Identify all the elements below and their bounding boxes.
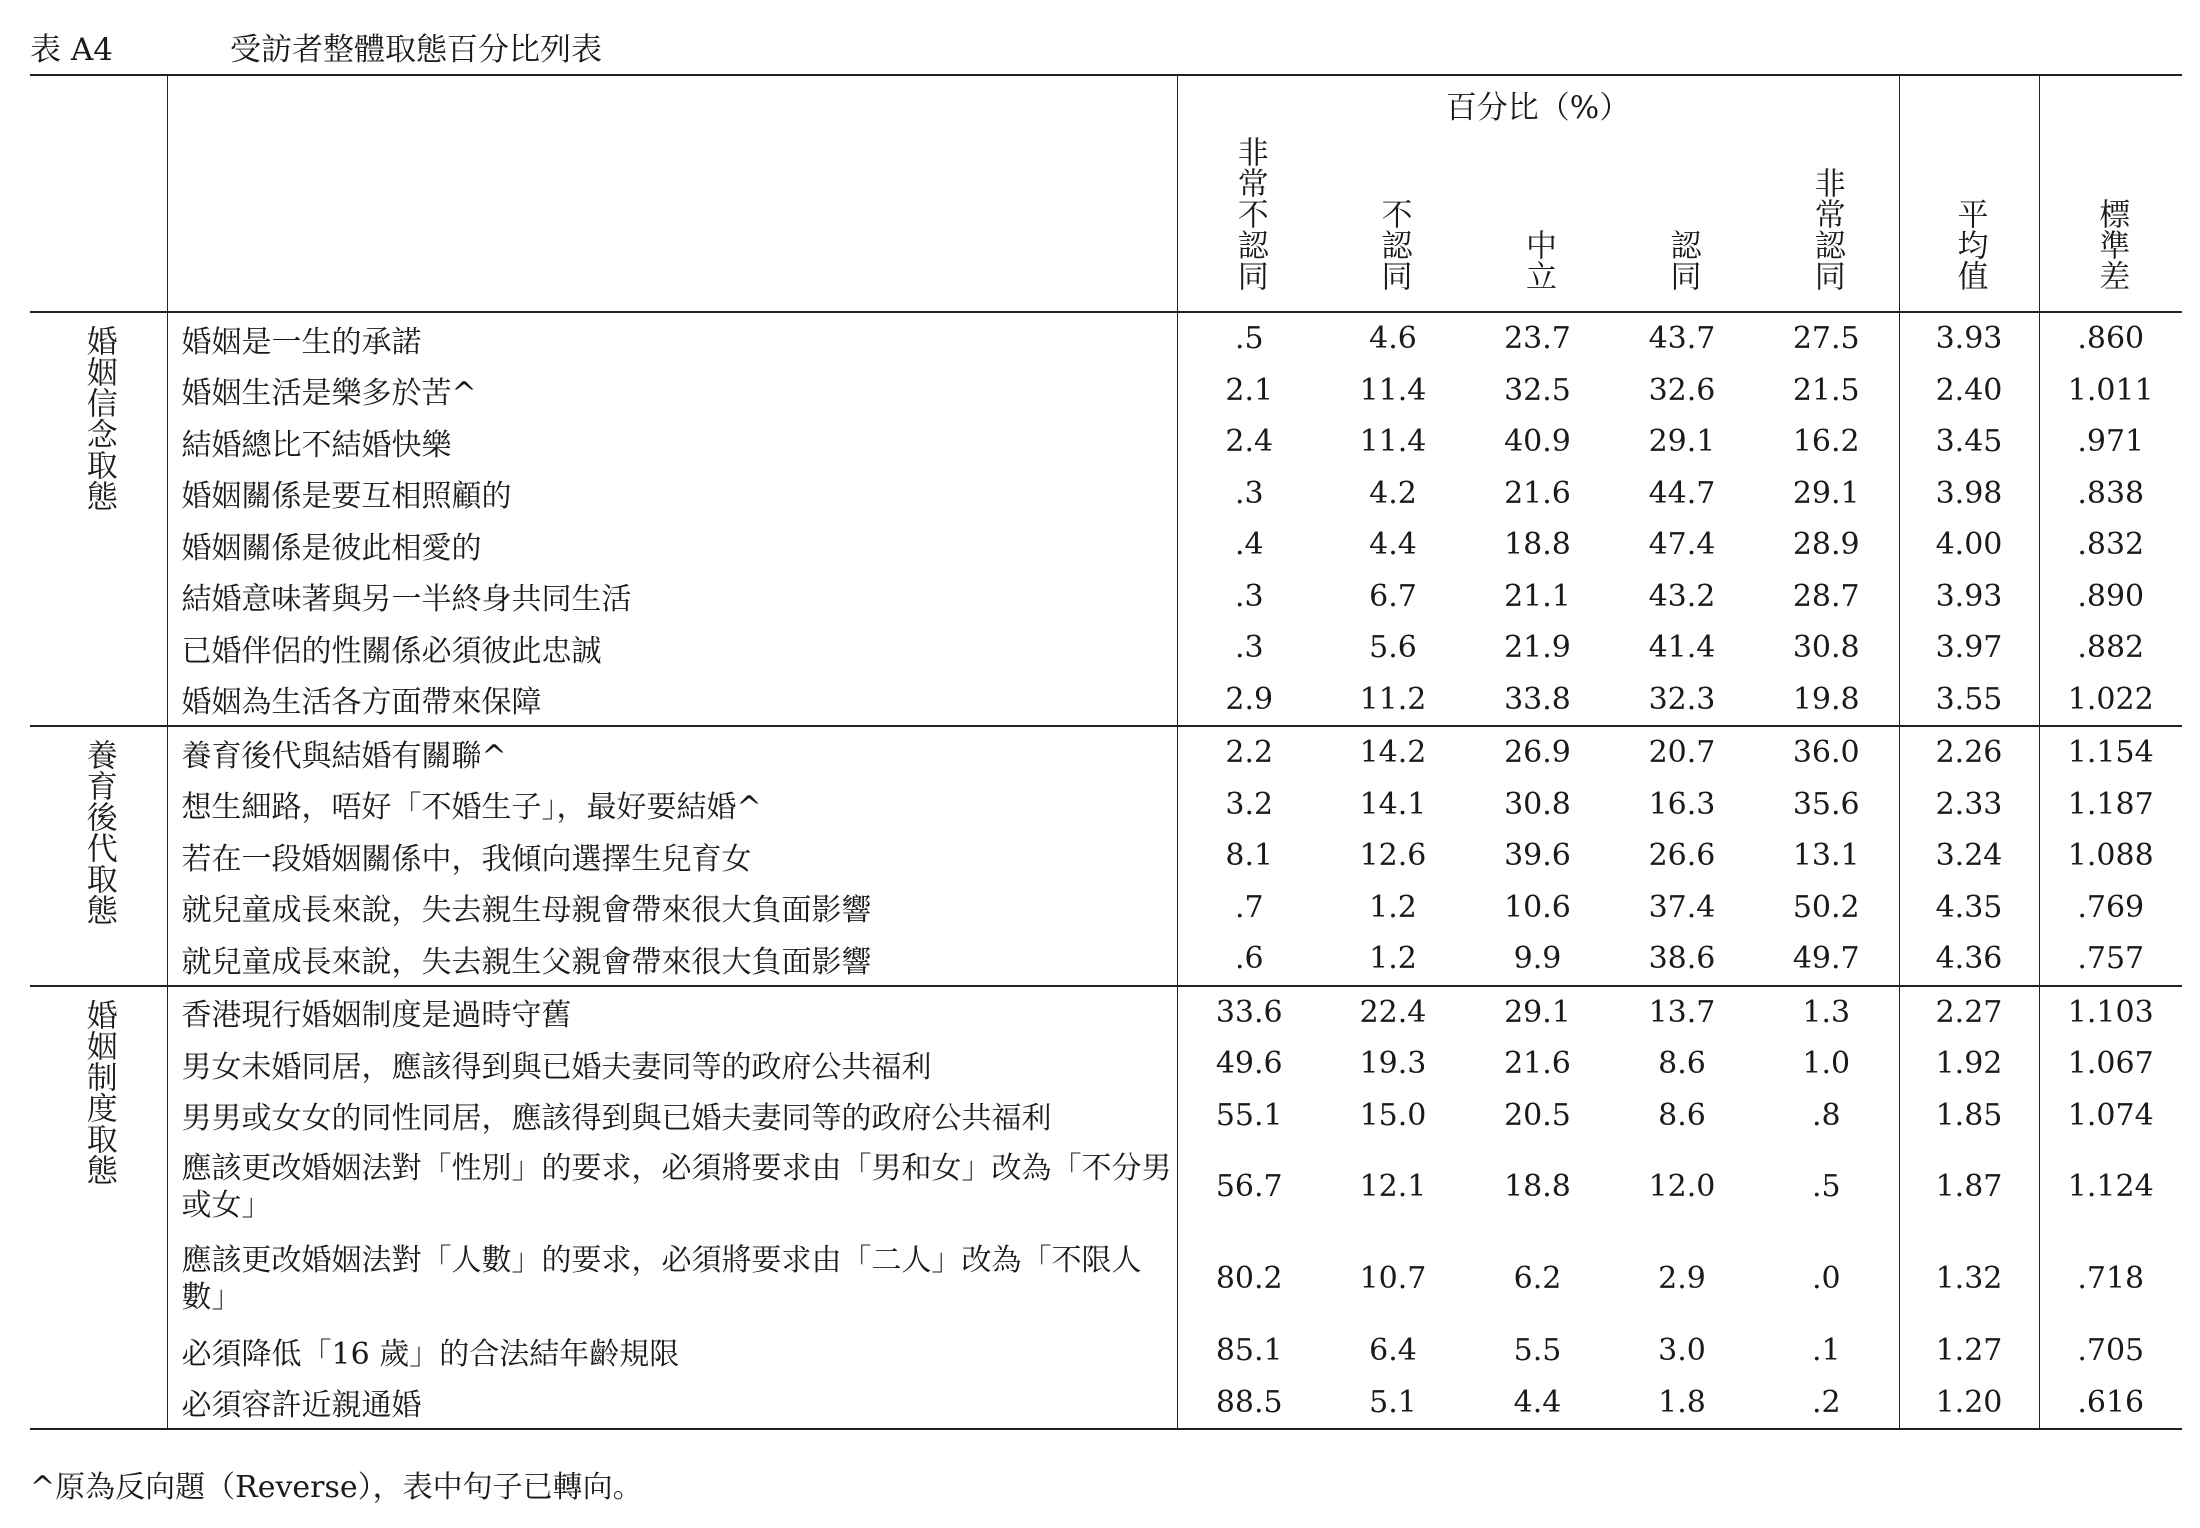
value-disagree: 5.6 [1369, 630, 1417, 666]
group-label: 養育後代取態 [80, 739, 117, 925]
value-strongly-disagree: 49.6 [1177, 1038, 1321, 1090]
value-disagree: 1.2 [1369, 889, 1417, 925]
table-row [30, 674, 2182, 727]
header-corner-group [30, 75, 167, 312]
value-agree: 37.4 [1648, 889, 1716, 925]
table-title: 受訪者整體取態百分比列表 [230, 32, 602, 68]
group-label-cell [30, 986, 167, 1430]
value-sd: 1.074 [2039, 1090, 2182, 1142]
item-text: 男男或女女的同性同居，應該得到與已婚夫妻同等的政府公共福利 [167, 1090, 1177, 1142]
value-strongly-agree: 28.7 [1792, 578, 1860, 614]
value-disagree: 19.3 [1359, 1046, 1427, 1082]
value-disagree: 22.4 [1321, 986, 1465, 1039]
item-text: 就兒童成長來說，失去親生父親會帶來很大負面影響 [167, 933, 1177, 986]
value-mean: 3.24 [1899, 830, 2039, 882]
col-header-sd: 標準差 [2039, 134, 2182, 312]
value-sd: 1.011 [2039, 365, 2182, 417]
value-agree: 41.4 [1648, 630, 1716, 666]
value-mean: 1.87 [1899, 1141, 2039, 1233]
value-strongly-disagree: .3 [1177, 571, 1321, 623]
item-text: 香港現行婚姻制度是過時守舊 [167, 986, 1177, 1039]
value-neutral: 39.6 [1504, 838, 1571, 874]
group-label: 婚姻信念取態 [80, 325, 117, 511]
value-mean: 4.35 [1899, 882, 2039, 934]
header-spacer-sd [2039, 75, 2182, 134]
value-neutral: 26.9 [1465, 726, 1610, 779]
value-mean: 3.98 [1899, 468, 2039, 520]
value-sd: 1.103 [2039, 986, 2182, 1039]
value-disagree: 14.2 [1321, 726, 1465, 779]
value-agree: 43.2 [1648, 578, 1716, 614]
group-label: 婚姻制度取態 [80, 998, 117, 1185]
value-disagree: 11.2 [1359, 681, 1427, 717]
value-strongly-agree: .2 [1754, 1377, 1899, 1430]
value-agree: 3.0 [1658, 1333, 1706, 1369]
header-corner-item [167, 75, 1177, 312]
table-row [30, 779, 2182, 831]
table-footnote: ^原為反向題（Reverse），表中句子已轉向。 [30, 1470, 643, 1505]
value-strongly-disagree: .3 [1177, 622, 1321, 674]
col-header-strongly-agree: 非常認同 [1808, 167, 1845, 291]
value-disagree: 10.7 [1359, 1261, 1427, 1297]
value-sd: .718 [2039, 1233, 2182, 1325]
value-neutral: 32.5 [1504, 372, 1571, 408]
value-strongly-agree: 19.8 [1792, 681, 1860, 717]
value-agree: 16.3 [1648, 786, 1716, 822]
value-agree: 47.4 [1648, 527, 1716, 563]
value-neutral: 21.6 [1504, 1046, 1571, 1082]
table-row [30, 882, 2182, 934]
table-row [30, 519, 2182, 571]
item-text: 若在一段婚姻關係中，我傾向選擇生兒育女 [167, 830, 1177, 882]
value-agree: 32.6 [1648, 372, 1716, 408]
value-strongly-agree: 16.2 [1792, 424, 1860, 460]
value-strongly-disagree: 56.7 [1177, 1141, 1321, 1233]
value-disagree: 5.1 [1321, 1377, 1465, 1430]
value-agree: 2.9 [1658, 1261, 1706, 1297]
value-strongly-disagree: 2.4 [1177, 416, 1321, 468]
table-row [30, 1233, 2182, 1325]
value-neutral: 18.8 [1504, 1169, 1571, 1205]
item-text: 婚姻關係是要互相照顧的 [167, 468, 1177, 520]
table-row [30, 1325, 2182, 1377]
value-mean: 2.27 [1899, 986, 2039, 1039]
table-row [30, 571, 2182, 623]
value-sd: 1.187 [2039, 779, 2182, 831]
value-mean: 3.97 [1899, 622, 2039, 674]
item-text: 就兒童成長來說，失去親生母親會帶來很大負面影響 [167, 882, 1177, 934]
value-agree: 20.7 [1610, 726, 1754, 779]
table-row [30, 365, 2182, 417]
value-strongly-agree: .8 [1811, 1097, 1841, 1133]
value-agree: 38.6 [1648, 941, 1716, 977]
value-strongly-disagree: .7 [1177, 882, 1321, 934]
value-mean: 1.92 [1899, 1038, 2039, 1090]
value-mean: 2.26 [1899, 726, 2039, 779]
percent-group-header: 百分比（%） [1177, 75, 1899, 134]
value-strongly-disagree: 85.1 [1177, 1325, 1321, 1377]
value-agree: 13.7 [1610, 986, 1754, 1039]
table-row [30, 830, 2182, 882]
item-text: 已婚伴侶的性關係必須彼此忠誠 [167, 622, 1177, 674]
item-text: 想生細路，唔好「不婚生子」，最好要結婚^ [167, 779, 1177, 831]
attitude-table-container [30, 74, 2182, 1430]
value-agree: 26.6 [1648, 838, 1716, 874]
table-row [30, 1038, 2182, 1090]
value-agree: 43.7 [1610, 312, 1754, 365]
value-neutral: 4.4 [1465, 1377, 1610, 1430]
table-row [30, 726, 2182, 779]
item-text: 男女未婚同居，應該得到與已婚夫妻同等的政府公共福利 [167, 1038, 1177, 1090]
item-text: 婚姻為生活各方面帶來保障 [167, 674, 1177, 727]
value-disagree: 4.4 [1369, 527, 1417, 563]
value-strongly-disagree: 88.5 [1177, 1377, 1321, 1430]
value-agree: 8.6 [1658, 1046, 1706, 1082]
value-strongly-disagree: 8.1 [1177, 830, 1321, 882]
value-disagree: 6.4 [1369, 1333, 1417, 1369]
item-text: 結婚總比不結婚快樂 [167, 416, 1177, 468]
table-row [30, 1090, 2182, 1142]
table-row [30, 312, 2182, 365]
item-text: 婚姻生活是樂多於苦^ [167, 365, 1177, 417]
item-text: 應該更改婚姻法對「性別」的要求，必須將要求由「男和女」改為「不分男或女」 [167, 1141, 1177, 1233]
value-strongly-agree: 27.5 [1754, 312, 1899, 365]
item-text: 必須降低「16 歲」的合法結年齡規限 [167, 1325, 1177, 1377]
value-sd: 1.088 [2039, 830, 2182, 882]
value-strongly-disagree: 33.6 [1177, 986, 1321, 1039]
value-agree: 32.3 [1648, 681, 1716, 717]
table-row [30, 1141, 2182, 1233]
value-sd: .705 [2039, 1325, 2182, 1377]
value-neutral: 33.8 [1504, 681, 1571, 717]
value-disagree: 12.1 [1359, 1169, 1427, 1205]
value-mean: 3.93 [1899, 312, 2039, 365]
value-strongly-agree: 36.0 [1754, 726, 1899, 779]
value-sd: .616 [2039, 1377, 2182, 1430]
value-neutral: 30.8 [1504, 786, 1571, 822]
value-agree: 44.7 [1648, 475, 1716, 511]
value-sd: .971 [2039, 416, 2182, 468]
value-sd: .769 [2039, 882, 2182, 934]
table-row [30, 622, 2182, 674]
value-sd: .757 [2039, 933, 2182, 986]
value-strongly-disagree: 2.1 [1177, 365, 1321, 417]
value-neutral: 6.2 [1513, 1261, 1562, 1297]
value-mean: 1.27 [1899, 1325, 2039, 1377]
col-header-disagree: 不認同 [1375, 198, 1412, 291]
value-strongly-agree: 28.9 [1792, 527, 1860, 563]
item-text: 結婚意味著與另一半終身共同生活 [167, 571, 1177, 623]
value-sd: .890 [2039, 571, 2182, 623]
value-strongly-disagree: 3.2 [1177, 779, 1321, 831]
value-agree: 1.8 [1610, 1377, 1754, 1430]
value-neutral: 23.7 [1465, 312, 1610, 365]
value-disagree: 11.4 [1359, 372, 1427, 408]
group-label-cell [30, 312, 167, 726]
value-sd: .860 [2039, 312, 2182, 365]
value-mean: 1.20 [1899, 1377, 2039, 1430]
value-neutral: 9.9 [1513, 941, 1562, 977]
value-strongly-disagree: 2.9 [1177, 674, 1321, 727]
value-strongly-disagree: .5 [1177, 312, 1321, 365]
value-strongly-disagree: 55.1 [1177, 1090, 1321, 1142]
value-disagree: 4.2 [1369, 475, 1417, 511]
value-mean: 2.40 [1899, 365, 2039, 417]
value-neutral: 5.5 [1513, 1333, 1562, 1369]
attitude-table [30, 74, 2182, 1430]
col-header-neutral: 中立 [1520, 229, 1556, 291]
value-strongly-agree: .5 [1811, 1169, 1841, 1205]
value-neutral: 18.8 [1504, 527, 1571, 563]
value-strongly-agree: 49.7 [1792, 941, 1860, 977]
value-sd: .882 [2039, 622, 2182, 674]
table-number: 表 A4 [30, 32, 113, 68]
item-text: 婚姻是一生的承諾 [167, 312, 1177, 365]
value-agree: 8.6 [1658, 1097, 1706, 1133]
value-strongly-agree: 29.1 [1792, 475, 1860, 511]
value-mean: 3.45 [1899, 416, 2039, 468]
value-disagree: 6.7 [1369, 578, 1417, 614]
value-neutral: 20.5 [1504, 1097, 1571, 1133]
col-header-agree: 認同 [1664, 229, 1701, 291]
value-mean: 4.00 [1899, 519, 2039, 571]
value-disagree: 12.6 [1359, 838, 1427, 874]
item-text: 應該更改婚姻法對「人數」的要求，必須將要求由「二人」改為「不限人數」 [167, 1233, 1177, 1325]
table-row [30, 416, 2182, 468]
value-mean: 2.33 [1899, 779, 2039, 831]
value-strongly-disagree: 80.2 [1177, 1233, 1321, 1325]
table-row [30, 1377, 2182, 1430]
value-mean: 1.32 [1899, 1233, 2039, 1325]
value-mean: 1.85 [1899, 1090, 2039, 1142]
value-strongly-disagree: 2.2 [1177, 726, 1321, 779]
value-neutral: 40.9 [1504, 424, 1571, 460]
value-neutral: 10.6 [1504, 889, 1571, 925]
value-strongly-agree: 35.6 [1792, 786, 1860, 822]
table-row [30, 468, 2182, 520]
value-disagree: 15.0 [1359, 1097, 1427, 1133]
value-strongly-disagree: .4 [1177, 519, 1321, 571]
value-strongly-agree: .1 [1811, 1333, 1841, 1369]
value-sd: 1.022 [2039, 674, 2182, 727]
value-mean: 4.36 [1899, 933, 2039, 986]
value-neutral: 21.6 [1504, 475, 1571, 511]
value-mean: 3.55 [1899, 674, 2039, 727]
value-sd: .832 [2039, 519, 2182, 571]
value-strongly-disagree: .3 [1177, 468, 1321, 520]
value-strongly-agree: 50.2 [1792, 889, 1860, 925]
header-spacer-mean [1899, 75, 2039, 134]
value-disagree: 14.1 [1359, 786, 1427, 822]
value-sd: 1.124 [2039, 1141, 2182, 1233]
value-agree: 29.1 [1648, 424, 1716, 460]
table-body [30, 312, 2182, 1429]
value-neutral: 21.9 [1504, 630, 1571, 666]
value-strongly-agree: 30.8 [1792, 630, 1860, 666]
table-row [30, 986, 2182, 1039]
value-strongly-agree: 1.0 [1802, 1046, 1851, 1082]
value-strongly-disagree: .6 [1177, 933, 1321, 986]
value-sd: 1.154 [2039, 726, 2182, 779]
value-strongly-agree: 21.5 [1792, 372, 1860, 408]
col-header-strongly-disagree: 非常不認同 [1177, 134, 1321, 312]
value-strongly-agree: .0 [1811, 1261, 1841, 1297]
value-mean: 3.93 [1899, 571, 2039, 623]
item-text: 養育後代與結婚有關聯^ [167, 726, 1177, 779]
value-neutral: 29.1 [1465, 986, 1610, 1039]
col-header-mean: 平均值 [1899, 134, 2039, 312]
value-strongly-agree: 13.1 [1792, 838, 1860, 874]
value-disagree: 11.4 [1359, 424, 1427, 460]
value-strongly-agree: 1.3 [1754, 986, 1899, 1039]
value-neutral: 21.1 [1504, 578, 1571, 614]
value-agree: 12.0 [1648, 1169, 1716, 1205]
value-disagree: 1.2 [1369, 941, 1417, 977]
value-disagree: 4.6 [1321, 312, 1465, 365]
value-sd: .838 [2039, 468, 2182, 520]
group-label-cell [30, 726, 167, 986]
item-text: 婚姻關係是彼此相愛的 [167, 519, 1177, 571]
value-sd: 1.067 [2039, 1038, 2182, 1090]
table-row [30, 933, 2182, 986]
item-text: 必須容許近親通婚 [167, 1377, 1177, 1430]
